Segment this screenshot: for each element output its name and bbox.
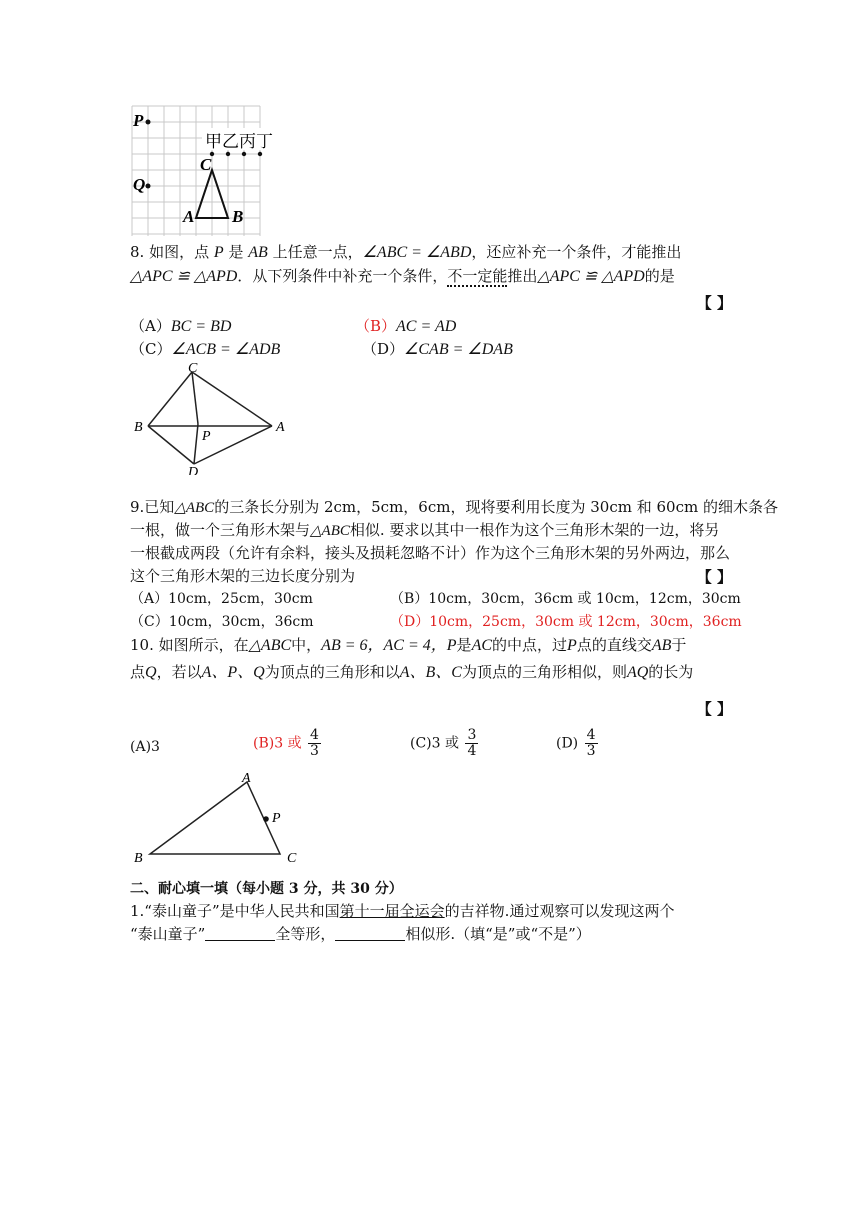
point-p-dot	[146, 120, 151, 125]
s2-q1-line2: “泰山童子” 全等形， 相似形.（填“是”或“不是”）	[130, 925, 591, 943]
q9-option-d: （D）10cm，25cm，30cm 或 12cm，30cm，36cm	[390, 614, 742, 630]
q10-figure	[130, 772, 310, 867]
q8-option-b: （B）AC = AD	[355, 317, 457, 335]
emphasis-text: 不一定能	[447, 267, 508, 285]
section2-title: 二、耐心填一填（每小题 3 分，共 30 分）	[130, 881, 403, 897]
svg-text:D: D	[188, 465, 199, 475]
point-q-dot	[146, 184, 151, 189]
label-people: 甲乙丙丁	[205, 132, 273, 152]
label-a: A	[183, 207, 195, 226]
q8-figure	[130, 360, 295, 475]
q8-option-c: （C）∠ACB = ∠ADB	[130, 340, 281, 358]
q9-line1: 9.已知△ABC的三条长分别为 2cm，5cm，6cm，现将要利用长度为 30cm 和 60cm 的细木条各	[130, 498, 778, 516]
q10-option-b: (B)3 或 $\frac{4}{3}$	[253, 727, 319, 759]
q9-option-a: （A）10cm，25cm，30cm	[130, 591, 313, 607]
q9-option-c: （C）10cm，30cm，36cm	[130, 614, 314, 630]
answer-blank-2[interactable]	[335, 926, 405, 941]
q8-answer-bracket: 【 】	[696, 294, 732, 312]
svg-text:A: A	[242, 772, 251, 786]
label-b: B	[232, 207, 244, 226]
s2-q1-line1: 1.“泰山童子”是中华人民共和国第十一届全运会的吉祥物.通过观察可以发现这两个	[130, 902, 675, 920]
svg-text:P: P	[202, 429, 211, 444]
q9-line3: 一根截成两段（允许有余料，接头及损耗忽略不计）作为这个三角形木架的另外两边，那么	[130, 544, 731, 562]
answer-blank-1[interactable]	[205, 926, 275, 941]
q9-option-b: （B）10cm，30cm，36cm 或 10cm，12cm，30cm	[390, 591, 741, 607]
q8-option-a: （A）BC = BD	[130, 317, 232, 335]
label-p: P	[133, 111, 144, 130]
grid-figure	[130, 104, 275, 239]
q8-line2: △APC ≌ △APD．从下列条件中补充一个条件，不一定能推出△APC ≌ △APD的是	[130, 267, 675, 285]
q8-option-d: （D）∠CAB = ∠DAB	[362, 340, 513, 358]
svg-text:C: C	[287, 851, 297, 866]
q9-answer-bracket: 【 】	[696, 568, 732, 586]
q10-line1: 10. 如图所示，在△ABC中，AB = 6，AC = 4，P是AC的中点，过P点的直线交AB于	[130, 636, 687, 654]
label-q: Q	[133, 175, 146, 194]
q8-line1: 8. 如图，点 P 是 AB 上任意一点，∠ABC = ∠ABD，还应补充一个条件，才能推出	[130, 243, 682, 261]
q10-option-c: (C)3 或 $\frac{3}{4}$	[410, 727, 477, 759]
q10-option-a: (A)3	[130, 739, 160, 755]
svg-text:C: C	[188, 361, 198, 376]
label-c: C	[200, 155, 212, 174]
svg-text:P: P	[272, 811, 281, 826]
svg-text:A: A	[276, 420, 285, 435]
q9-line2: 一根，做一个三角形木架与△ABC相似. 要求以其中一根作为这个三角形木架的一边，将另	[130, 521, 720, 539]
svg-text:B: B	[134, 420, 143, 435]
q10-option-d: (D) $\frac{4}{3}$	[556, 727, 596, 759]
q10-answer-bracket: 【 】	[696, 700, 732, 718]
q10-line2: 点Q，若以A、P、Q为顶点的三角形和以A、B、C为顶点的三角形相似，则AQ的长为	[130, 663, 694, 681]
q9-line4: 这个三角形木架的三边长度分别为	[130, 567, 356, 585]
svg-text:B: B	[134, 851, 143, 866]
